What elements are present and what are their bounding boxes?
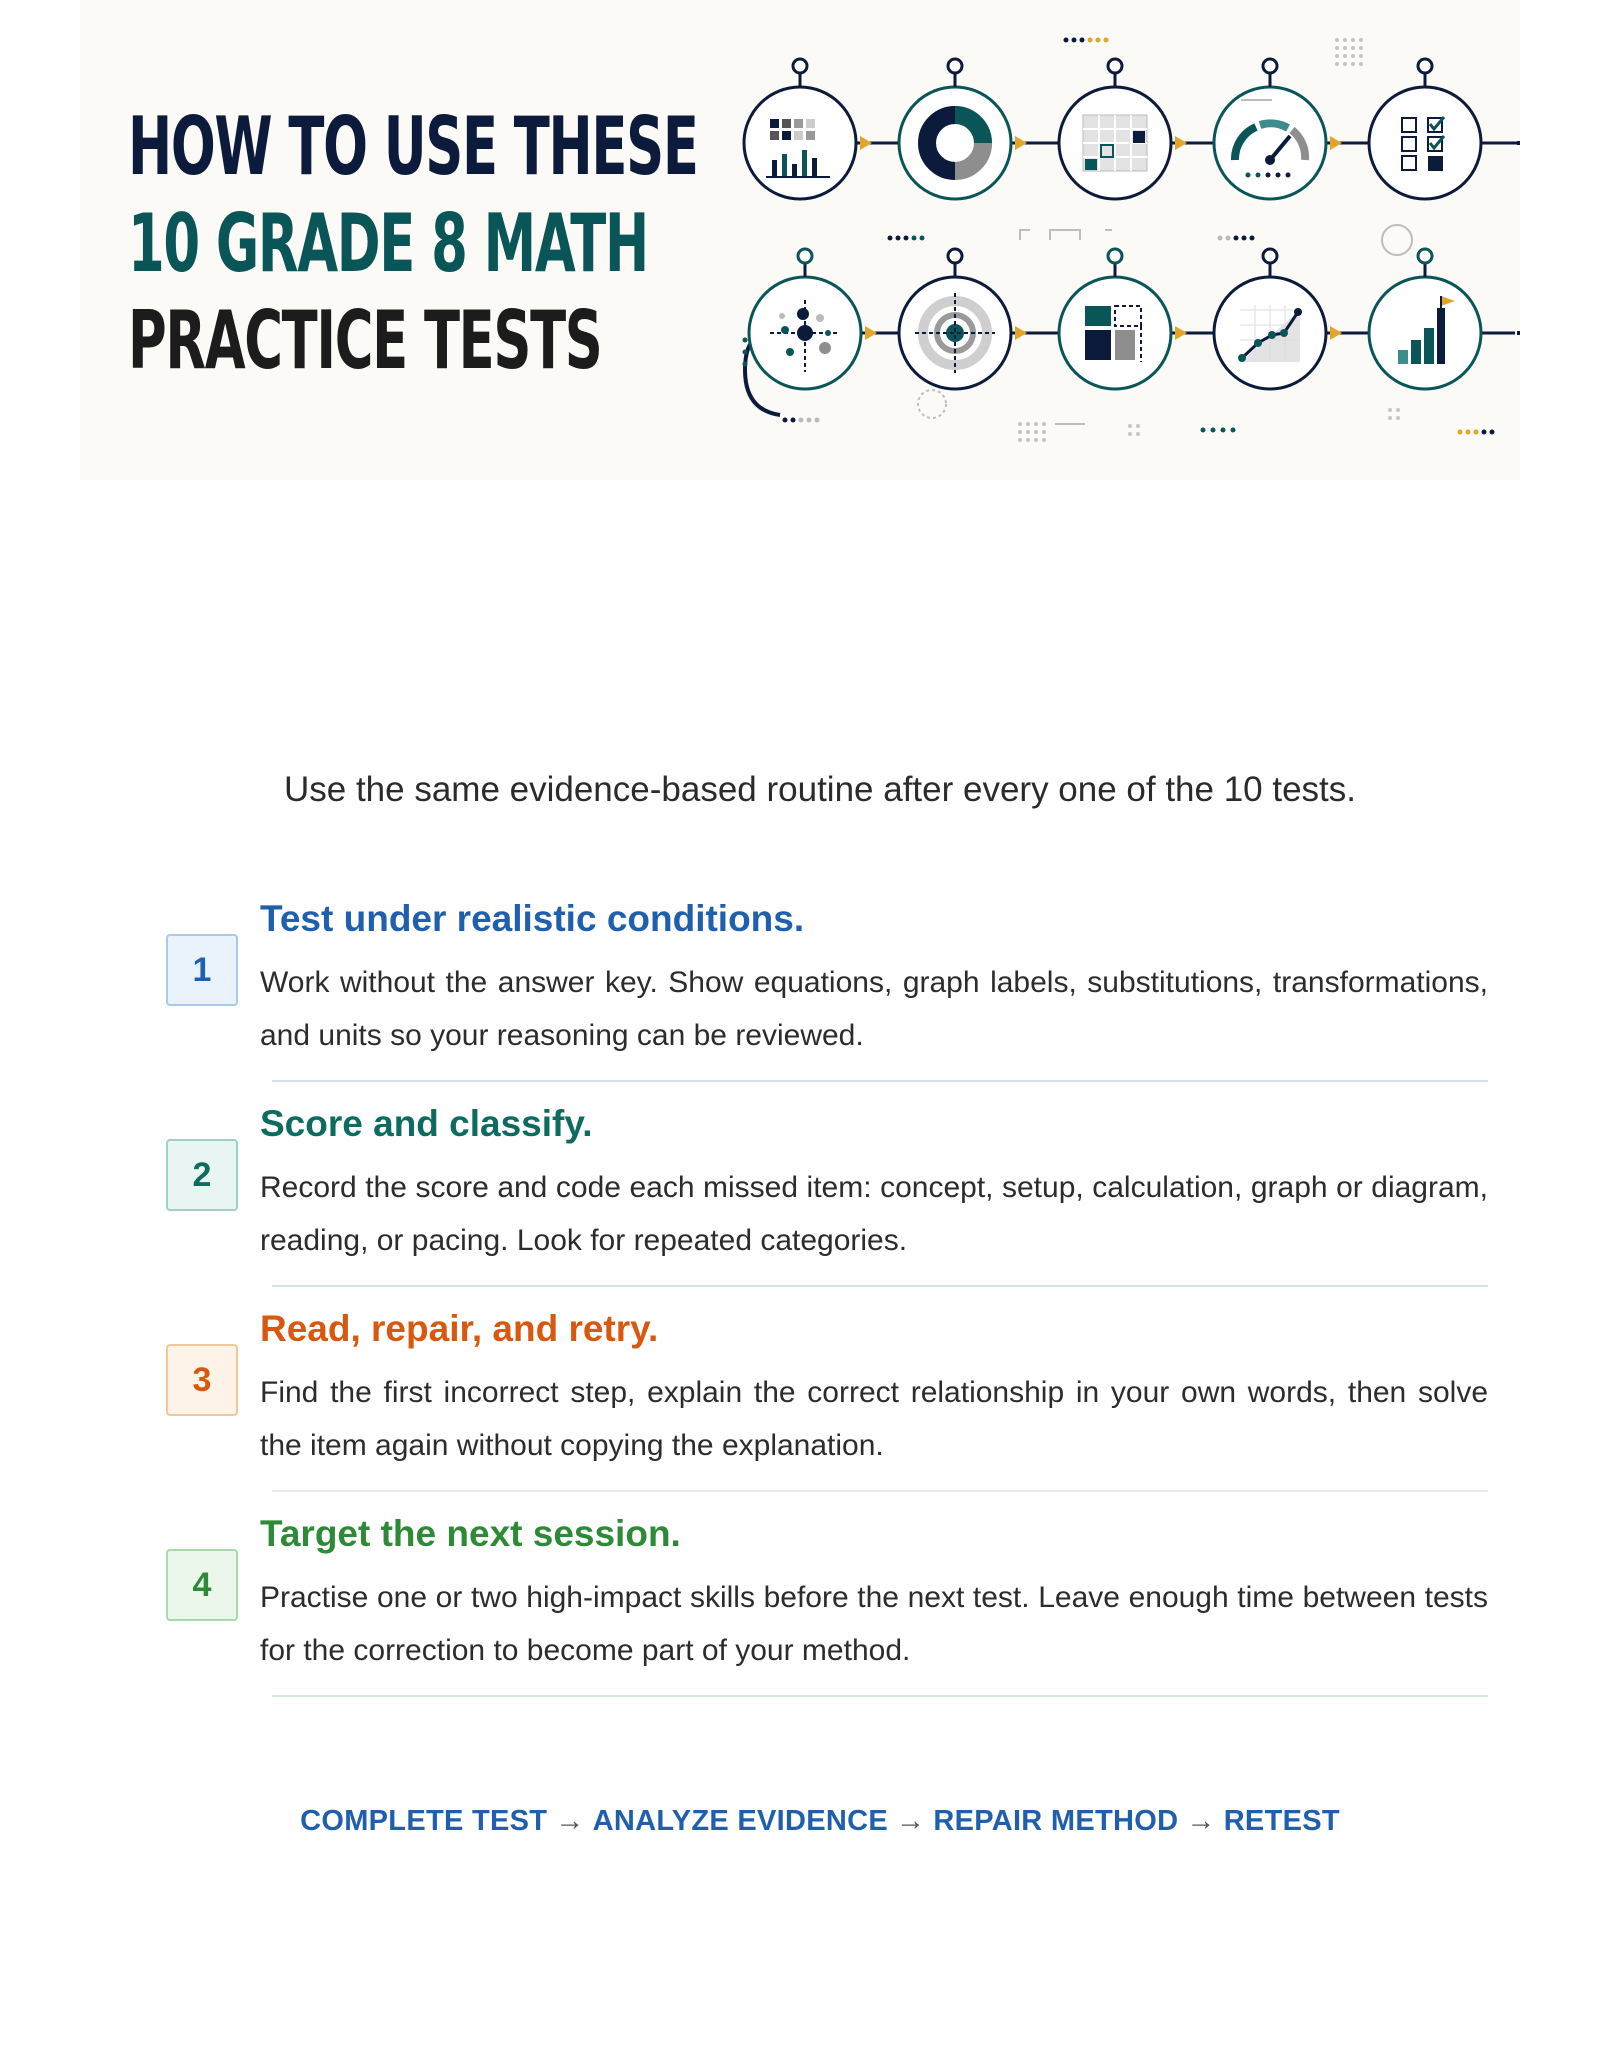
step-description: Find the first incorrect step, explain the correct relationship in your own words, then solve the item again without copying the explanation. [260,1376,1488,1462]
line-chart-icon [1214,249,1326,389]
header-banner [80,0,1520,480]
banner-title-line-2: 10 GRADE 8 MATH [128,197,648,290]
step-description: Work without the answer key. Show equations, graph labels, substitutions, transformations, and units so your reasoning can be reviewed. [260,966,1488,1052]
step-divider [272,1490,1488,1492]
flow-step: RETEST [1223,1805,1340,1837]
step-number-badge: 3 [166,1344,238,1416]
decorative-grid-dots [1018,38,1400,442]
step-divider [272,1695,1488,1697]
step-divider [272,1285,1488,1287]
heatmap-bar-chart-icon [744,59,856,199]
bar-chart-flag-icon [1369,249,1481,389]
flow-step: COMPLETE TEST [300,1805,548,1837]
step-title: Test under realistic conditions. [260,898,805,939]
step-divider [272,1080,1488,1082]
banner-title [128,98,698,389]
flow-step: REPAIR METHOD [933,1805,1179,1837]
flow-step: ANALYZE EVIDENCE [592,1805,889,1837]
banner-title-line-1: HOW TO USE THESE [128,100,698,193]
treemap-icon [1059,249,1171,389]
step-description: Practise one or two high-impact skills before the next test. Leave enough time between tests for the correction to become part of your method. [260,1581,1488,1667]
intro-text: Use the same evidence-based routine after every one of the 10 tests. [283,770,1356,809]
step-description: Record the score and code each missed item: concept, setup, calculation, graph or diagram, reading, or pacing. Look for repeated categories. [260,1171,1488,1257]
step-number-badge: 1 [166,934,238,1006]
step-title: Target the next session. [260,1513,681,1554]
process-flow-illustration [660,0,1520,480]
step-title: Read, repair, and retry. [260,1308,659,1349]
banner-title-line-3: PRACTICE TESTS [128,294,602,387]
grid-icon [1059,59,1171,199]
gauge-icon [1214,59,1326,199]
target-icon [899,249,1011,389]
checklist-icon [1369,59,1481,199]
donut-chart-icon [899,59,1011,199]
flow-arrow-icon: → [896,1805,926,1837]
flow-summary [0,1805,1600,1838]
step-number-badge: 2 [166,1139,238,1211]
flow-arrow-icon: → [1186,1805,1216,1837]
step-number-badge: 4 [166,1549,238,1621]
flow-arrow-icon: → [555,1805,585,1837]
scatter-plot-icon [749,249,861,389]
step-title: Score and classify. [260,1103,593,1144]
